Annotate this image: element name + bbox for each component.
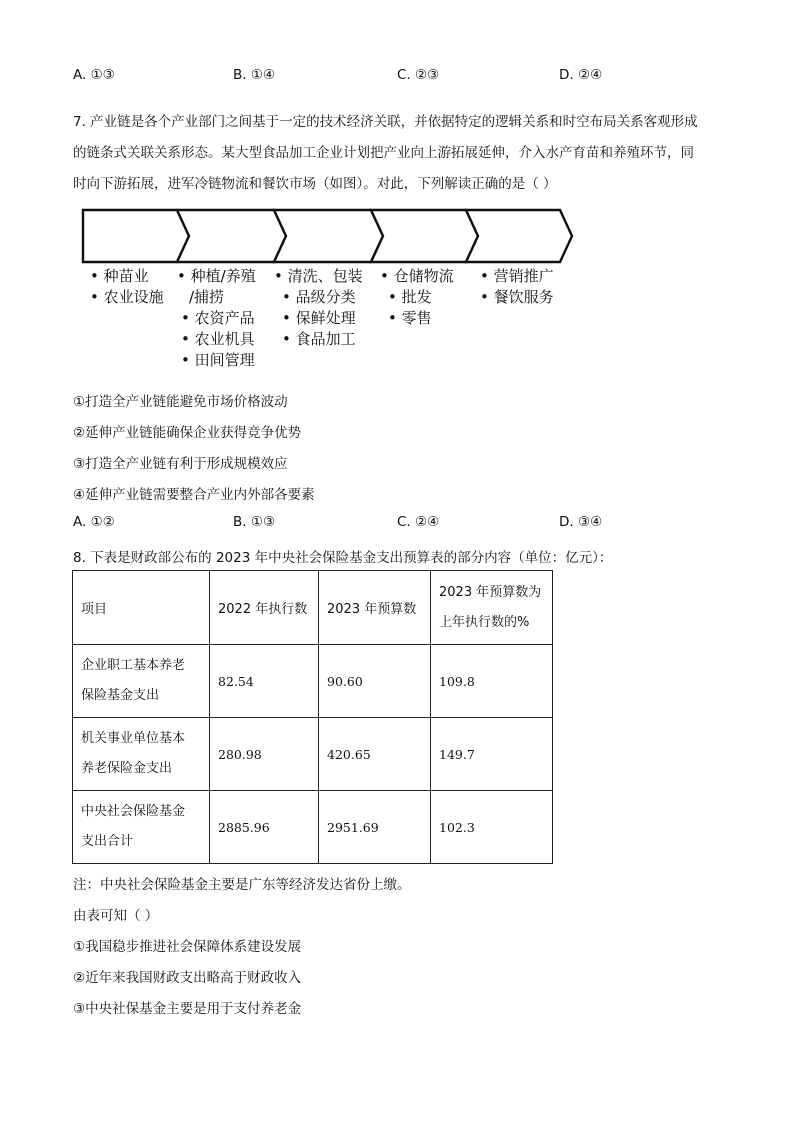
chain-stage-2-item: • 种植/养殖 [177,267,256,285]
table-header-row [73,571,553,645]
chain-stage-2-item: • 田间管理 [181,351,255,369]
chain-stage-3-item: • 品级分类 [282,288,356,306]
row-item [73,645,210,718]
chain-stage-5-item: • 餐饮服务 [480,288,554,306]
header-percent [431,571,553,645]
budget-table [72,570,553,864]
q7-stem-line-3: 时向下游拓展，进军冷链物流和餐饮市场（如图）。对此，下列解读正确的是（ ） [73,176,557,192]
table-row [73,791,553,864]
header-2022: 2022 年执行数 [210,571,319,645]
header-item: 项目 [73,571,210,645]
chain-arrow-3 [274,210,383,262]
chain-arrow-4 [371,210,478,262]
chain-stage-3-item: • 清洗、包装 [274,267,363,285]
row-item [73,791,210,864]
row-item-line: 机关事业单位基本 [81,731,186,746]
q7-statement-3: ③打造全产业链有利于形成规模效应 [73,456,288,472]
chain-stage-5 [480,266,554,308]
q6-options [73,67,633,87]
q7-option-c[interactable]: C. ②④ [397,514,440,530]
table-note: 注：中央社会保险基金主要是广东等经济发达省份上缴。 [73,877,411,893]
row-2023: 2951.69 [319,791,431,864]
chain-stage-1-item: • 农业设施 [90,288,164,306]
header-percent-line-2: 上年执行数的% [439,614,530,630]
chain-stage-3-item: • 食品加工 [282,330,356,348]
row-item-line: 养老保险金支出 [81,761,173,776]
row-item [73,718,210,791]
q8-statement-1: ①我国稳步推进社会保障体系建设发展 [73,939,302,955]
row-item-line: 中央社会保险基金 [81,804,186,819]
chain-stage-2-item: /捕捞 [189,288,225,306]
chain-arrows [80,207,580,265]
row-percent: 109.8 [431,645,553,718]
q7-options [73,514,633,534]
q7-statement-4: ④延伸产业链需要整合产业内外部各要素 [73,487,315,503]
row-2022: 82.54 [210,645,319,718]
q7-statement-2: ②延伸产业链能确保企业获得竞争优势 [73,425,302,441]
chain-arrow-1 [83,210,189,262]
row-2023: 420.65 [319,718,431,791]
table-row [73,645,553,718]
row-2022: 280.98 [210,718,319,791]
chain-stage-3 [274,266,363,350]
q7-stem-line-1: 7. 产业链是各个产业部门之间基于一定的技术经济关联，并依据特定的逻辑关系和时空布局关系客观形成 [73,114,698,130]
industry-chain-diagram [80,207,580,265]
q6-option-b[interactable]: B. ①④ [233,67,276,83]
chain-stage-1 [90,266,164,308]
q8-intro: 8. 下表是财政部公布的 2023 年中央社会保险基金支出预算表的部分内容（单位：亿元）： [73,550,613,566]
q8-prompt: 由表可知（ ） [73,908,159,924]
chain-stage-2-item: • 农业机具 [181,330,255,348]
chain-stage-2-item: • 农资产品 [181,309,255,327]
row-percent: 149.7 [431,718,553,791]
header-2023: 2023 年预算数 [319,571,431,645]
chain-stage-5-item: • 营销推广 [480,267,554,285]
header-percent-line-1: 2023 年预算数为 [439,584,542,600]
q7-statement-1: ①打造全产业链能避免市场价格波动 [73,394,288,410]
chain-stage-1-item: • 种苗业 [90,267,149,285]
row-2023: 90.60 [319,645,431,718]
table-row [73,718,553,791]
chain-stage-3-item: • 保鲜处理 [282,309,356,327]
chain-stage-4-item: • 批发 [388,288,432,306]
q7-option-a[interactable]: A. ①② [73,514,115,530]
q8-statement-3: ③中央社保基金主要是用于支付养老金 [73,1001,302,1017]
q8-statement-2: ②近年来我国财政支出略高于财政收入 [73,970,302,986]
q7-option-b[interactable]: B. ①③ [233,514,276,530]
q6-option-a[interactable]: A. ①③ [73,67,115,83]
row-2022: 2885.96 [210,791,319,864]
row-percent: 102.3 [431,791,553,864]
chain-stage-4-item: • 仓储物流 [380,267,454,285]
chain-stage-4-item: • 零售 [388,309,432,327]
chain-stage-2 [177,266,256,371]
chain-arrow-2 [177,210,286,262]
row-item-line: 保险基金支出 [81,688,160,703]
row-item-line: 企业职工基本养老 [81,658,186,673]
chain-arrow-5 [466,210,572,262]
row-item-line: 支出合计 [81,834,134,849]
q7-stem-line-2: 的链条式关联关系形态。某大型食品加工企业计划把产业向上游拓展延伸，介入水产育苗和养殖环节，同 [73,145,694,161]
q7-option-d[interactable]: D. ③④ [559,514,603,530]
chain-stage-4 [380,266,454,329]
q6-option-c[interactable]: C. ②③ [397,67,440,83]
q6-option-d[interactable]: D. ②④ [559,67,603,83]
